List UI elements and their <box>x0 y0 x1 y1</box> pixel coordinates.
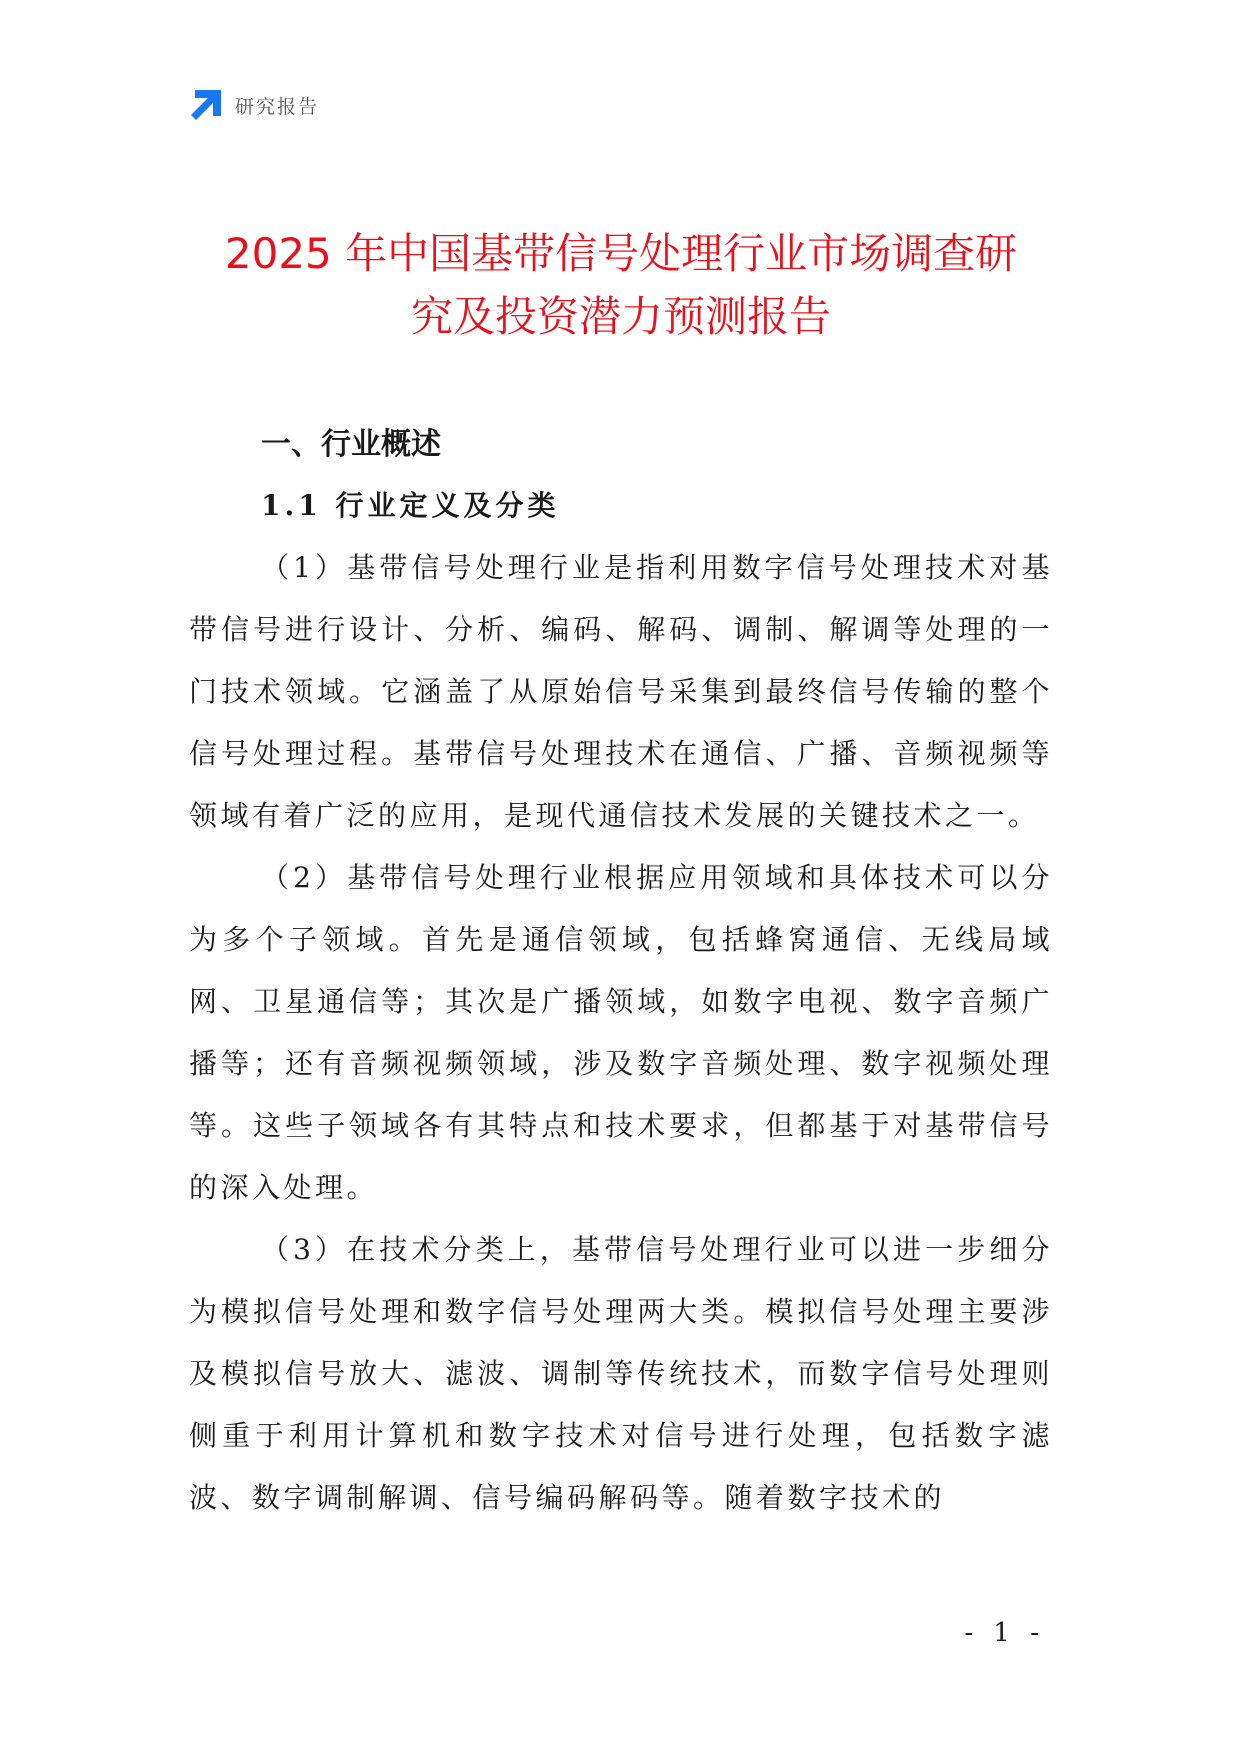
document-body <box>189 415 1053 1529</box>
header-label: 研究报告 <box>235 95 320 118</box>
paragraph-3: （3）在技术分类上，基带信号处理行业可以进一步细分为模拟信号处理和数字信号处理两大类。模拟信号处理主要涉及模拟信号放大、滤波、调制等传统技术，而数字信号处理则侧重于利用计算机和数字技术对信号进行处理，包括数字滤波、数字调制解调、信号编码解码等。随着数字技术的 <box>189 1233 1053 1514</box>
document-title <box>189 222 1053 348</box>
paragraph-1: （1）基带信号处理行业是指利用数字信号处理技术对基带信号进行设计、分析、编码、解码、调制、解调等处理的一门技术领域。它涵盖了从原始信号采集到最终信号传输的整个信号处理过程。基带信号处理技术在通信、广播、音频视频等领域有着广泛的应用，是现代通信技术发展的关键技术之一。 <box>189 551 1053 832</box>
section-heading: 一、行业概述 <box>261 427 441 462</box>
subsection-heading: 1.1 行业定义及分类 <box>261 489 560 522</box>
title-line-1: 2025 年中国基带信号处理行业市场调查研 <box>224 229 1018 278</box>
page-number: - 1 - <box>964 1618 1045 1648</box>
report-header <box>189 88 319 122</box>
arrow-logo-icon <box>189 88 223 122</box>
paragraph-2: （2）基带信号处理行业根据应用领域和具体技术可以分为多个子领域。首先是通信领域，包括蜂窝通信、无线局域网、卫星通信等；其次是广播领域，如数字电视、数字音频广播等；还有音频视频领域，涉及数字音频处理、数字视频处理等。这些子领域各有其特点和技术要求，但都基于对基带信号的深入处理。 <box>189 861 1053 1204</box>
title-line-2: 究及投资潜力预测报告 <box>410 292 831 341</box>
